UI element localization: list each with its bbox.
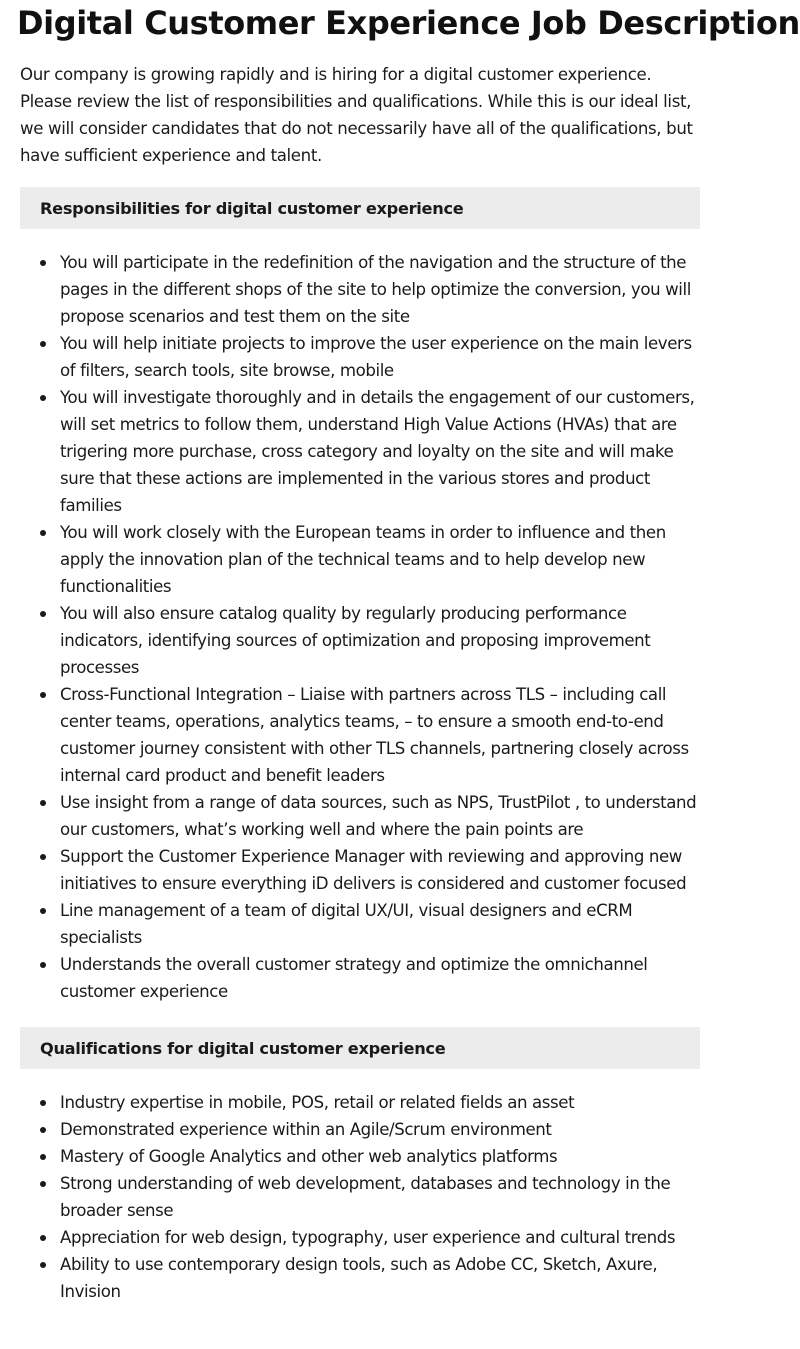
list-item-text: Understands the overall customer strategy and optimize the omnichannel customer experience (60, 955, 648, 1001)
bullet-icon (40, 800, 46, 806)
list-item-text: You will investigate thoroughly and in details the engagement of our customers, will set metrics to follow them, understand High Value Actions (HVAs) that are trigering more purchase, cross category and loyalty on the site and will make sure that these actions are implemented in the various stores and product families (60, 388, 695, 515)
list-item-text: Use insight from a range of data sources, such as NPS, TrustPilot , to understand our customers, what’s working well and where the pain points are (60, 793, 697, 839)
list-item (60, 1089, 700, 1116)
list-item (60, 681, 700, 789)
list-item (60, 1251, 700, 1305)
list-item (60, 1116, 700, 1143)
list-item (60, 897, 700, 951)
qualifications-heading: Qualifications for digital customer experience (40, 1038, 446, 1058)
bullet-icon (40, 530, 46, 536)
bullet-icon (40, 692, 46, 698)
bullet-icon (40, 908, 46, 914)
bullet-icon (40, 962, 46, 968)
list-item (60, 600, 700, 681)
list-item-text: Ability to use contemporary design tools, such as Adobe CC, Sketch, Axure, Invision (60, 1255, 658, 1301)
list-item (60, 951, 700, 1005)
bullet-icon (40, 395, 46, 401)
bullet-icon (40, 1154, 46, 1160)
list-item-text: You will participate in the redefinition of the navigation and the structure of the pages in the different shops of the site to help optimize the conversion, you will propose scenarios and test them on the site (60, 253, 691, 326)
list-item (60, 1143, 700, 1170)
list-item-text: You will also ensure catalog quality by regularly producing performance indicators, identifying sources of optimization and proposing improvement processes (60, 604, 651, 677)
bullet-icon (40, 1262, 46, 1268)
list-item (60, 519, 700, 600)
bullet-icon (40, 1127, 46, 1133)
list-item (60, 1170, 700, 1224)
list-item-text: Strong understanding of web development, databases and technology in the broader sense (60, 1174, 671, 1220)
list-item (60, 1224, 700, 1251)
list-item-text: Demonstrated experience within an Agile/Scrum environment (60, 1120, 552, 1139)
page-title: Digital Customer Experience Job Description (17, 4, 800, 42)
list-item-text: Appreciation for web design, typography, user experience and cultural trends (60, 1228, 676, 1247)
responsibilities-heading: Responsibilities for digital customer experience (40, 198, 464, 218)
bullet-icon (40, 1181, 46, 1187)
list-item-text: Industry expertise in mobile, POS, retail or related fields an asset (60, 1093, 575, 1112)
responsibilities-header (20, 187, 700, 229)
responsibilities-list (20, 249, 700, 1005)
intro-paragraph: Our company is growing rapidly and is hiring for a digital customer experience. Please review the list of responsibilities and qualifications. While this is our ideal list, we will consider candidates that do not necessarily have all of the qualifications, but have sufficient experience and talent. (20, 65, 693, 165)
list-item-text: You will work closely with the European teams in order to influence and then apply the innovation plan of the technical teams and to help develop new functionalities (60, 523, 666, 596)
list-item (60, 249, 700, 330)
bullet-icon (40, 611, 46, 617)
qualifications-list (20, 1089, 700, 1305)
list-item (60, 384, 700, 519)
bullet-icon (40, 260, 46, 266)
qualifications-header (20, 1027, 700, 1069)
list-item-text: Cross-Functional Integration – Liaise with partners across TLS – including call center teams, operations, analytics teams, – to ensure a smooth end-to-end customer journey consistent with other TLS channels, partnering closely across internal card product and benefit leaders (60, 685, 689, 785)
list-item-text: Mastery of Google Analytics and other web analytics platforms (60, 1147, 558, 1166)
list-item-text: Line management of a team of digital UX/UI, visual designers and eCRM specialists (60, 901, 633, 947)
list-item (60, 843, 700, 897)
bullet-icon (40, 854, 46, 860)
list-item (60, 330, 700, 384)
bullet-icon (40, 1235, 46, 1241)
bullet-icon (40, 341, 46, 347)
list-item-text: Support the Customer Experience Manager with reviewing and approving new initiatives to ensure everything iD delivers is considered and customer focused (60, 847, 687, 893)
list-item-text: You will help initiate projects to improve the user experience on the main levers of filters, search tools, site browse, mobile (60, 334, 692, 380)
bullet-icon (40, 1100, 46, 1106)
list-item (60, 789, 700, 843)
